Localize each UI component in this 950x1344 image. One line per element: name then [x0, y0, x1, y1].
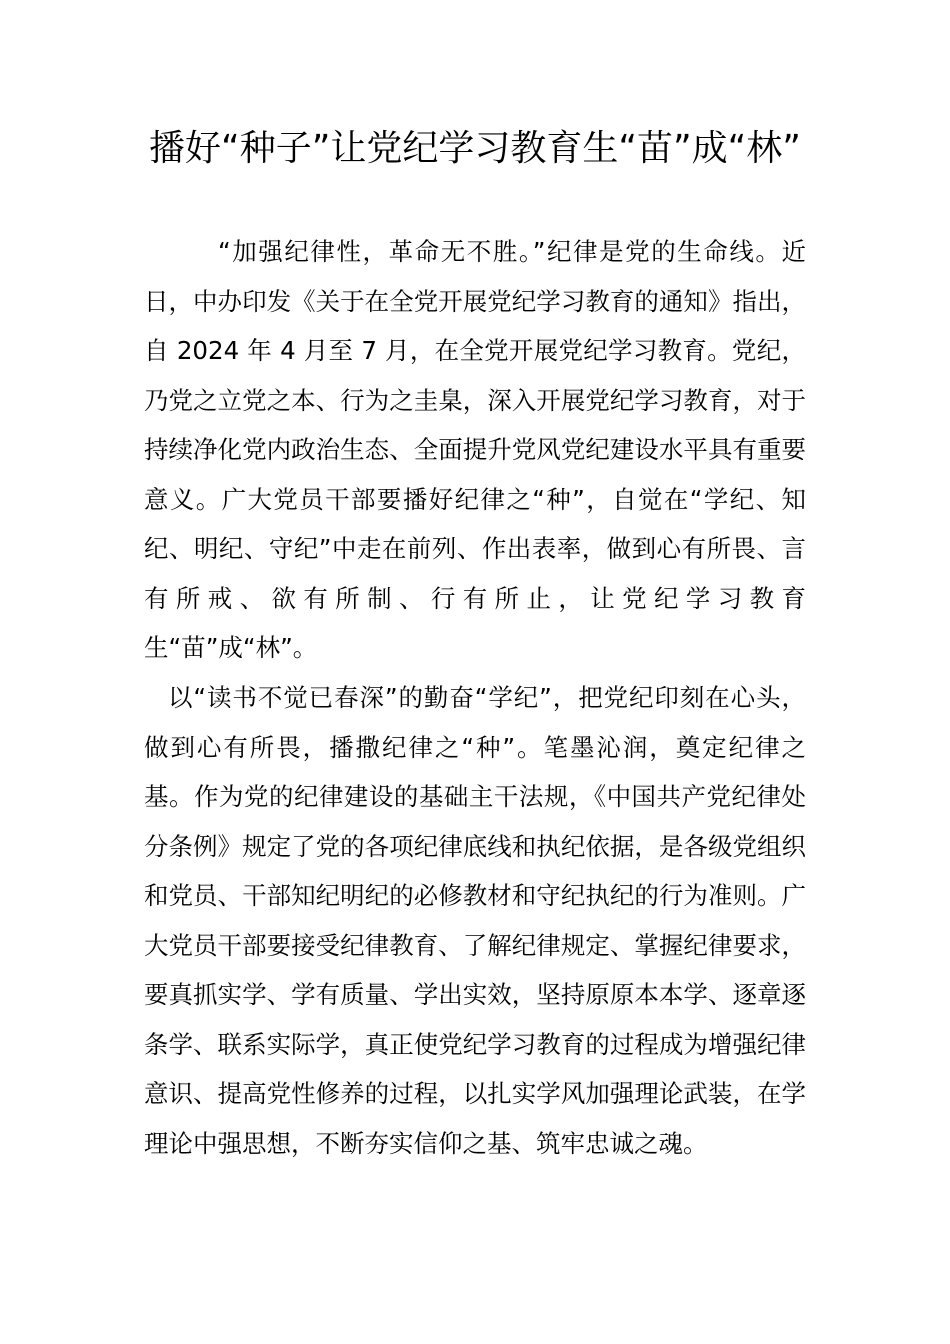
paragraph-1: “加强纪律性，革命无不胜。”纪律是党的生命线。近日，中办印发《关于在全党开展党纪学习教育的通知》指出，自 2024 年 4 月至 7 月，在全党开展党纪学习教育。党纪，乃党之立党之本、行为之圭臬，深入开展党纪学习教育，对于持续净化党内政治生态、全面提升党风党纪建设水平具有重要意义。广大党员干部要播好纪律之“种”，自觉在“学纪、知纪、明纪、守纪”中走在前列、作出表率，做到心有所畏、言有所戒、欲有所制、行有所止，让党纪学习教育生“苗”成“林”。: [144, 237, 806, 662]
document-title: 播好“种子”让党纪学习教育生“苗”成“林”: [149, 128, 801, 169]
paragraph-2: 以“读书不觉已春深”的勤奋“学纪”，把党纪印刻在心头，做到心有所畏，播撒纪律之“种”。笔墨沁润，奠定纪律之基。作为党的纪律建设的基础主干法规，《中国共产党纪律处分条例》规定了党的各项纪律底线和执纪依据，是各级党组织和党员、干部知纪明纪的必修教材和守纪执纪的行为准则。广大党员干部要接受纪律教育、了解纪律规定、掌握纪律要求，要真抓实学、学有质量、学出实效，坚持原原本本学、逐章逐条学、联系实际学，真正使党纪学习教育的过程成为增强纪律意识、提高党性修养的过程，以扎实学风加强理论武装，在学理论中强思想，不断夯实信仰之基、筑牢忠诚之魂。: [144, 683, 806, 1158]
